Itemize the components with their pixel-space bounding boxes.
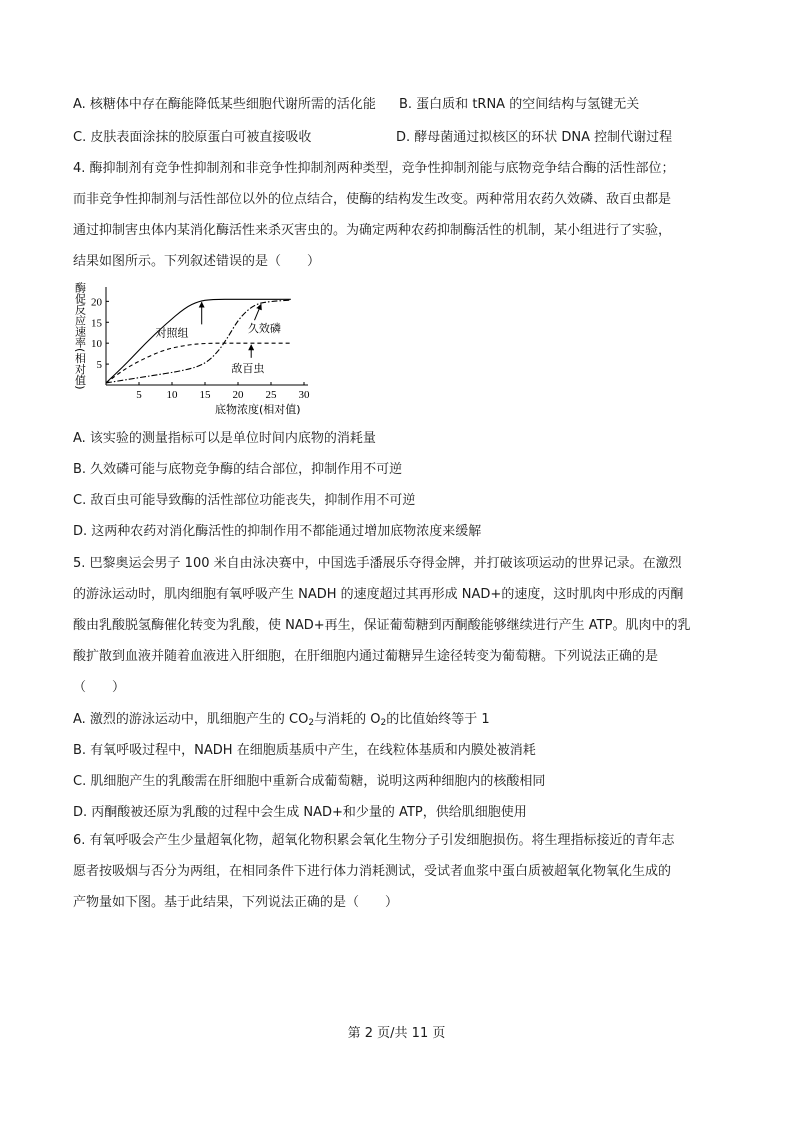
y-tick-label: 5 — [96, 359, 102, 372]
q5-stem-line-3: 酸由乳酸脱氢酶催化转变为乳酸，使 NAD+再生，保证葡萄糖到丙酮酸能够继续进行产生 ATP。肌肉中的乳 — [73, 618, 691, 633]
q4-option-a: A. 该实验的测量指标可以是单位时间内底物的消耗量 — [73, 431, 376, 446]
q5-option-d: D. 丙酮酸被还原为乳酸的过程中会生成 NAD+和少量的 ATP，供给肌细胞使用 — [73, 805, 527, 820]
jxl-arrow — [255, 304, 262, 320]
q5-stem-line-5: （ ） — [73, 680, 126, 695]
q5-option-c: C. 肌细胞产生的乳酸需在肝细胞中重新合成葡萄糖，说明这两种细胞内的核酸相同 — [73, 774, 546, 789]
y-tick-label: 10 — [91, 338, 102, 351]
q6-stem-line-1: 6. 有氧呼吸会产生少量超氧化物，超氧化物积累会氧化生物分子引发细胞损伤。将生理指标接近的青年志 — [73, 833, 675, 848]
y-axis-label: 酶促反应速率(相对值) — [73, 282, 87, 390]
x-tick-label: 15 — [199, 389, 211, 401]
control-label: 对照组 — [155, 326, 189, 340]
q3-option-b: B. 蛋白质和 tRNA 的空间结构与氢键无关 — [399, 97, 640, 112]
x-tick-label: 10 — [166, 389, 178, 401]
x-axis-label: 底物浓度(相对值) — [215, 403, 301, 416]
q6-stem-line-2: 愿者按吸烟与否分为两组，在相同条件下进行体力消耗测试，受试者血浆中蛋白质被超氧化物氧化生成的 — [73, 864, 672, 879]
q5-stem-line-4: 酸扩散到血液并随着血液进入肝细胞，在肝细胞内通过葡糖异生途径转变为葡萄糖。下列说法正确的是 — [73, 649, 659, 664]
y-tick-label: 20 — [91, 296, 102, 309]
q4-stem-line-3: 通过抑制害虫体内某消化酶活性来杀灭害虫的。为确定两种农药抑制酶活性的机制，某小组进行了实验， — [73, 223, 672, 238]
q4-stem-line-2: 而非竞争性抑制剂与活性部位以外的位点结合，使酶的结构发生改变。两种常用农药久效磷、敌百虫都是 — [73, 192, 672, 207]
dbc-label: 敌百虫 — [231, 361, 265, 375]
x-tick-label: 5 — [136, 389, 142, 401]
q4-option-c: C. 敌百虫可能导致酶的活性部位功能丧失，抑制作用不可逆 — [73, 493, 416, 508]
q3-option-d: D. 酵母菌通过拟核区的环状 DNA 控制代谢过程 — [396, 130, 673, 145]
x-tick-label: 20 — [232, 389, 244, 401]
x-tick-label: 30 — [298, 389, 310, 401]
q5-stem-line-2: 的游泳运动时，肌肉细胞有氧呼吸产生 NADH 的速度超过其再形成 NAD+的速度，这时肌肉中形成的丙酮 — [73, 587, 684, 602]
q3-option-c: C. 皮肤表面涂抹的胶原蛋白可被直接吸收 — [73, 130, 312, 145]
q4-stem-line-1: 4. 酶抑制剂有竞争性抑制剂和非竞争性抑制剂两种类型，竞争性抑制剂能与底物竞争结合酶的活性部位； — [73, 161, 675, 176]
q3-option-a: A. 核糖体中存在酶能降低某些细胞代谢所需的活化能 — [73, 97, 376, 112]
q4-option-b: B. 久效磷可能与底物竞争酶的结合部位，抑制作用不可逆 — [73, 462, 403, 477]
y-tick-label: 15 — [91, 317, 102, 330]
jxl-label: 久效磷 — [247, 322, 281, 336]
page-footer: 第 2 页/共 11 页 — [347, 1026, 446, 1041]
q6-stem-line-3: 产物量如下图。基于此结果，下列说法正确的是（ ） — [73, 895, 399, 910]
q5-stem-line-1: 5. 巴黎奥运会男子 100 米自由泳决赛中，中国选手潘展乐夺得金牌，并打破该项运动的世界记录。在激烈 — [73, 556, 682, 571]
q5-option-b: B. 有氧呼吸过程中，NADH 在细胞质基质中产生，在线粒体基质和内膜处被消耗 — [73, 743, 536, 758]
q5-option-a: A. 激烈的游泳运动中，肌细胞产生的 $CO_2$与消耗的 $O_2$的比值始终等于 1 — [73, 712, 490, 728]
chart-annotations — [156, 302, 281, 375]
enzyme-rate-chart — [70, 280, 340, 425]
q4-stem-line-4: 结果如图所示。下列叙述错误的是（ ） — [73, 254, 321, 269]
x-tick-label: 25 — [265, 389, 277, 401]
q4-option-d: D. 这两种农药对消化酶活性的抑制作用不都能通过增加底物浓度来缓解 — [73, 524, 482, 539]
chart-axes — [106, 287, 308, 385]
